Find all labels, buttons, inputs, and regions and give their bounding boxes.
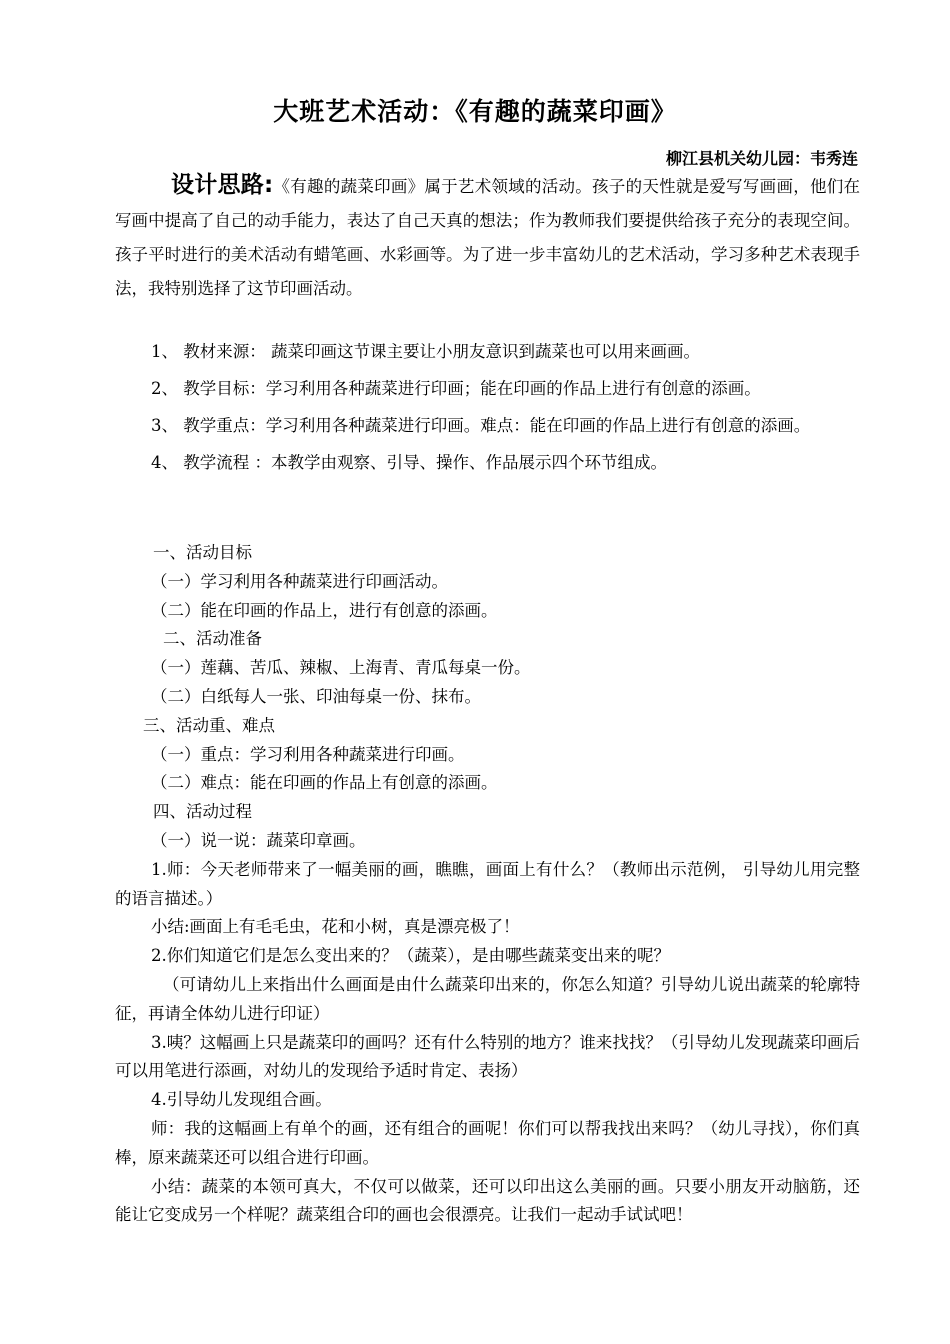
numbered-item: 1、 教材来源： 蔬菜印画这节课主要让小朋友意识到蔬菜也可以用来画画。 [151,342,700,361]
list-item: （二）能在印画的作品上，进行有创意的添画。 [151,600,498,620]
heading-objectives: 一、活动目标 [153,543,252,562]
list-item: （二）难点：能在印画的作品上有创意的添画。 [151,773,498,793]
list-item: （一）说一说：蔬菜印章画。 [151,830,366,850]
list-item: （一）重点：学习利用各种蔬菜进行印画。 [151,744,465,764]
process-paragraph: 师：我的这幅画上有单个的画，还有组合的画呢！你们可以帮我找出来吗？（幼儿寻找），你们真棒，原来蔬菜还可以组合进行印画。 [115,1118,860,1167]
heading-key-points: 三、活动重、难点 [143,715,275,735]
activity-section [115,539,860,1230]
list-item: （二）白纸每人一张、印油每桌一份、抹布。 [151,686,481,706]
process-paragraph: 小结：蔬菜的本领可真大，不仅可以做菜，还可以印出这么美丽的画。只要小朋友开动脑筋，还能让它变成另一个样呢？蔬菜组合印的画也会很漂亮。让我们一起动手试试吧！ [115,1176,860,1225]
list-item: （一）学习利用各种蔬菜进行印画活动。 [151,571,448,591]
numbered-item: 3、 教学重点：学习利用各种蔬菜进行印画。难点：能在印画的作品上进行有创意的添画。 [151,416,811,435]
process-paragraph: 4.引导幼儿发现组合画。 [151,1090,332,1110]
numbered-item: 2、 教学目标：学习利用各种蔬菜进行印画；能在印画的作品上进行有创意的添画。 [151,379,761,398]
list-item: （一）莲藕、苦瓜、辣椒、上海青、青瓜每桌一份。 [151,658,531,678]
numbered-list [115,333,860,481]
author-line: 柳江县机关幼儿园：韦秀连 [665,149,858,168]
process-paragraph: 1.师：今天老师带来了一幅美丽的画，瞧瞧，画面上有什么？（教师出示范例， 引导幼儿用完整的语言描述。） [115,859,860,908]
numbered-item: 4、 教学流程 ：本教学由观察、引导、操作、作品展示四个环节组成。 [151,453,667,472]
design-paragraph [115,168,860,306]
process-paragraph: 3.咦？这幅画上只是蔬菜印的画吗？还有什么特别的地方？谁来找找？（引导幼儿发现蔬菜印画后可以用笔进行添画，对幼儿的发现给予适时肯定、表扬） [115,1032,860,1081]
document-title: 大班艺术活动：《有趣的蔬菜印画》 [273,97,677,126]
process-paragraph: 小结:画面上有毛毛虫，花和小树，真是漂亮极了！ [151,917,520,937]
heading-preparation: 二、活动准备 [163,629,262,649]
design-text: 《有趣的蔬菜印画》属于艺术领域的活动。孩子的天性就是爱写写画画，他们在写画中提高了自己的动手能力，表达了自己天真的想法；作为教师我们要提供给孩子充分的表现空间。孩子平时进行的美术活动有蜡笔画、水彩画等。为了进一步丰富幼儿的艺术活动，学习多种艺术表现手法，我特别选择了这节印画活动。 [115,177,861,298]
process-paragraph: （可请幼儿上来指出什么画面是由什么蔬菜印出来的，你怎么知道？引导幼儿说出蔬菜的轮廓特征，再请全体幼儿进行印证） [115,974,860,1023]
design-label: 设计思路: [171,172,274,198]
heading-process: 四、活动过程 [153,802,252,822]
process-paragraph: 2.你们知道它们是怎么变出来的？（蔬菜），是由哪些蔬菜变出来的呢？ [151,946,670,966]
